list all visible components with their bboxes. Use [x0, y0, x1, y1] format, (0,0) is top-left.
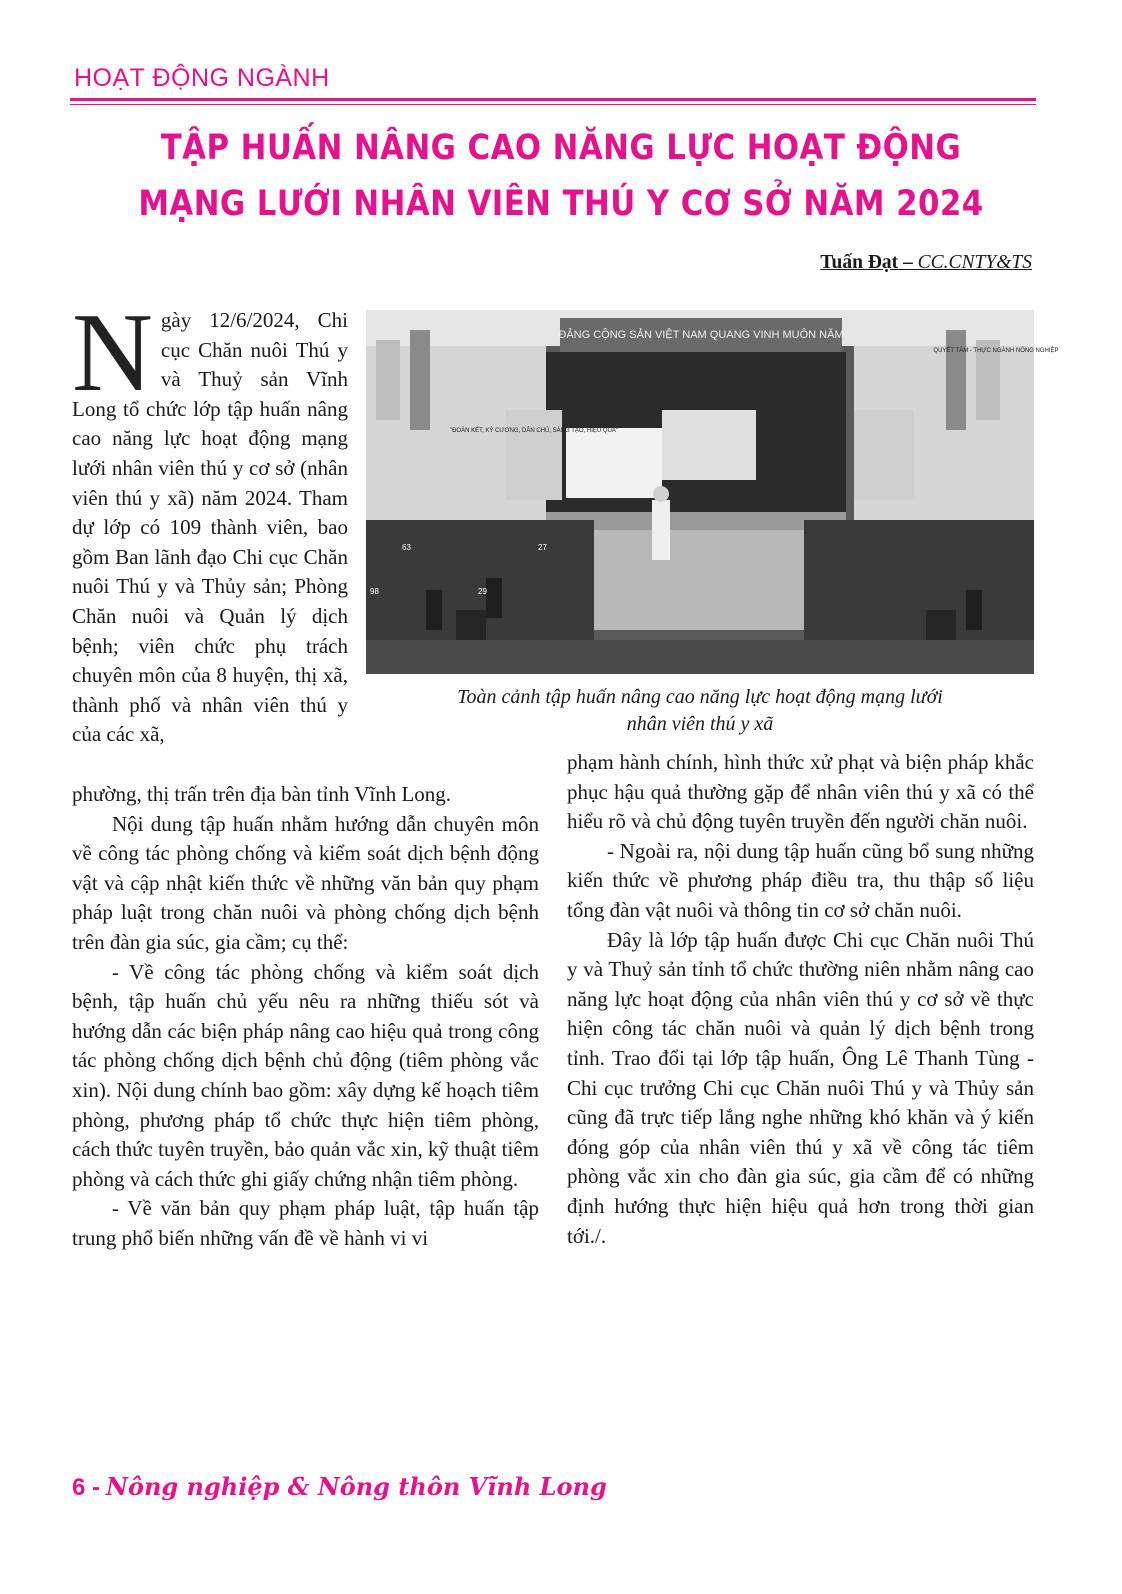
- right-column-text: [567, 748, 1034, 1251]
- section-label: HOẠT ĐỘNG NGÀNH: [74, 64, 330, 92]
- paragraph-4: - Về văn bản quy phạm pháp luật, tập huấn tập trung phổ biến những vấn đề về hành vi vi: [72, 1196, 539, 1250]
- magazine-name: Nông nghiệp & Nông thôn Vĩnh Long: [106, 1472, 607, 1501]
- title-line-2: MẠNG LƯỚI NHÂN VIÊN THÚ Y CƠ SỞ NĂM 2024: [138, 184, 984, 224]
- header-rule-thick: [70, 98, 1036, 101]
- event-photo: [366, 310, 1059, 674]
- paragraph-6: Đây là lớp tập huấn được Chi cục Chăn nuôi Thú y và Thuỷ sản tỉnh tổ chức thường niên nhằm nâng cao năng lực hoạt động của nhân viên thú y cơ sở về thực hiện công tác chăn nuôi và quản lý dịch bệnh trong tỉnh. Trao đổi tại lớp tập huấn, Ông Lê Thanh Tùng - Chi cục trưởng Chi cục Chăn nuôi Thú y và Thủy sản cũng đã trực tiếp lắng nghe những khó khăn và ý kiến đóng góp của nhân viên thú y xã về công tác tiêm phòng vắc xin cho đàn gia súc, gia cầm để có những định hướng thực hiện hiệu quả hơn trong thời gian tới./.: [567, 927, 1034, 1248]
- lead-ending: phường, thị trấn trên địa bàn tỉnh Vĩnh Long.: [72, 782, 452, 806]
- chair-number-1: 63: [402, 543, 411, 552]
- photo-illustration: [366, 310, 1059, 674]
- drop-cap: N: [72, 291, 153, 415]
- paragraph-2: Nội dung tập huấn nhằm hướng dẫn chuyên môn về công tác phòng chống và kiểm soát dịch bệnh động vật và cập nhật kiến thức về những văn bản quy phạm pháp luật trong chăn nuôi và phòng chống dịch bệnh trên đàn gia súc, gia cầm; cụ thể:: [72, 811, 539, 954]
- chair-number-2: 27: [538, 543, 547, 552]
- paragraph-4-continued: phạm hành chính, hình thức xử phạt và biện pháp khắc phục hậu quả thường gặp để nhân viên thú y xã có thể hiểu rõ và chủ động tuyên truyền đến người chăn nuôi.: [567, 750, 1034, 834]
- photo-banner-text: ĐẢNG CỘNG SẢN VIỆT NAM QUANG VINH MUÔN NĂM: [558, 329, 844, 341]
- header-rule-thin: [70, 104, 1036, 105]
- photo-right-sign-text: QUYẾT TÂM - THỰC NGÀNH NÔNG NGHIỆP: [933, 348, 1059, 354]
- lead-paragraph: [72, 291, 348, 750]
- page-footer: [72, 1472, 607, 1502]
- author-org: CC.CNTY&TS: [917, 252, 1032, 273]
- caption-line-1: Toàn cảnh tập huấn nâng cao năng lực hoạt động mạng lưới: [457, 686, 943, 708]
- photo-caption: [366, 684, 1034, 738]
- lead-text: gày 12/6/2024, Chi cục Chăn nuôi Thú y và Thuỷ sản Vĩnh Long tổ chức lớp tập huấn nâng cao năng lực hoạt động mạng lưới nhân viên thú y cơ sở (nhân viên thú y xã) năm 2024. Tham dự lớp có 109 thành viên, bao gồm Ban lãnh đạo Chi cục Chăn nuôi Thú y và Thủy sản; Phòng Chăn nuôi và Quản lý dịch bệnh; viên chức phụ trách chuyên môn của 8 huyện, thị xã, thành phố và nhân viên thú y của các xã,: [72, 308, 348, 747]
- page-number: 6 -: [72, 1474, 101, 1501]
- byline: [820, 252, 1032, 274]
- title-line-1: TẬP HUẤN NÂNG CAO NĂNG LỰC HOẠT ĐỘNG: [160, 128, 962, 168]
- paragraph-5: - Ngoài ra, nội dung tập huấn cũng bổ sung những kiến thức về phương pháp điều tra, thu thập số liệu tổng đàn vật nuôi và thông tin cơ sở chăn nuôi.: [567, 838, 1034, 922]
- chair-number-4: 29: [478, 587, 487, 596]
- chair-number-3: 98: [370, 587, 379, 596]
- paragraph-3: - Về công tác phòng chống và kiểm soát dịch bệnh, tập huấn chủ yếu nêu ra những thiếu sót và hướng dẫn các biện pháp nâng cao hiệu quả trong công tác phòng chống dịch bệnh chủ động (tiêm phòng vắc xin). Nội dung chính bao gồm: xây dựng kế hoạch tiêm phòng, phương pháp tổ chức thực hiện tiêm phòng, cách thức tuyên truyền, bảo quản vắc xin, kỹ thuật tiêm phòng và cách thức ghi giấy chứng nhận tiêm phòng.: [72, 959, 539, 1191]
- byline-separator: –: [898, 252, 918, 273]
- article-title: [129, 120, 993, 232]
- left-column-text: [72, 780, 539, 1254]
- photo-left-sign-text: "ĐOÀN KẾT, KỶ CƯƠNG, DÂN CHỦ, SÁNG TẠO, HIỆU QUẢ": [449, 428, 619, 434]
- author-name: Tuấn Đạt: [820, 252, 899, 273]
- caption-line-2: nhân viên thú y xã: [626, 713, 774, 735]
